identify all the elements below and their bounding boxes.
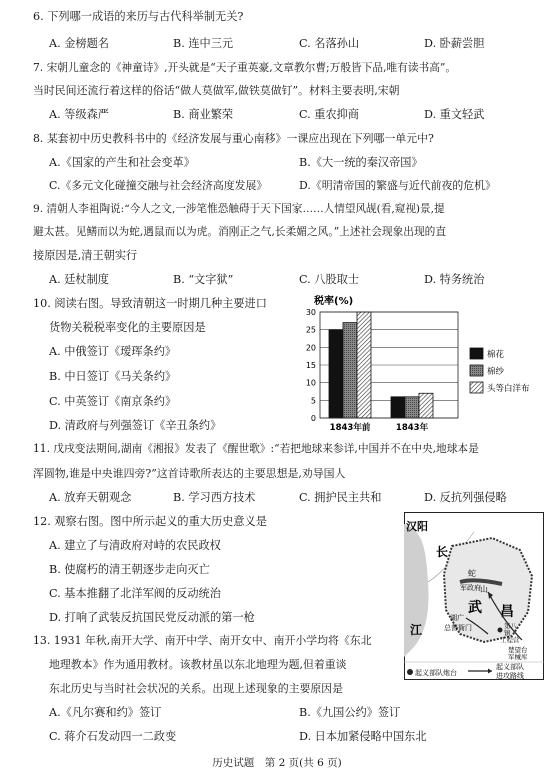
y-tick-label: 0	[310, 414, 316, 423]
map-label-zhen: 镇	[504, 629, 511, 637]
q13-option-c: C. 蒋介石发动四一二政变	[49, 730, 177, 743]
q9-option-b: B. “文字狱”	[173, 273, 234, 286]
q7-option-a: A. 等级森严	[49, 108, 109, 121]
q9-stem-line1: 9. 清朝人李祖陶说:“今人之文,一涉笔惟恐触碍于天下国家……人情望风觇(看,窥视)景,提	[33, 203, 445, 215]
y-tick-label: 5	[310, 396, 316, 406]
legend-label: 棉花	[487, 350, 505, 360]
q8-stem: 8. 某套初中历史教科书中的《经济发展与重心南移》一课应出现在下列哪一单元中?	[33, 132, 434, 145]
bar-棉花-1843年	[391, 397, 405, 418]
q6-option-a: A. 金榜题名	[49, 37, 109, 50]
wuchang-uprising-map	[404, 512, 544, 680]
map-label-wu: 武	[468, 600, 482, 616]
map-legend-route2: 进攻路线	[496, 672, 524, 680]
x-category-label: 1843年	[395, 423, 429, 433]
q9-stem-line2: 避太甚。见鳝而以为蛇,遇鼠而以为虎。消刚正之气,长柔媚之风。”上述社会现象出现的直	[33, 225, 447, 238]
q8-option-b: B.《大一统的秦汉帝国》	[299, 156, 423, 169]
q10-stem-line2: 货物关税税率变化的主要原因是	[49, 321, 206, 334]
map-label-huguang: 湖广	[450, 614, 464, 622]
q9-option-a: A. 廷杖制度	[49, 273, 109, 286]
legend-label: 头等白洋布	[487, 384, 530, 394]
map-label-diba: 第八	[504, 622, 517, 630]
y-tick-label: 30	[305, 308, 316, 317]
q7-option-d: D. 重文轻武	[424, 108, 485, 121]
map-label-chuwangtai: 楚望台	[508, 646, 528, 654]
q12-option-c: C. 基本推翻了北洋军阀的反动统治	[49, 587, 221, 600]
q6-option-c: C. 名落孙山	[299, 37, 360, 50]
x-category-label: 1843年前	[329, 423, 371, 433]
q6-option-d: D. 卧薪尝胆	[424, 37, 485, 50]
q9-stem-line3: 接原因是,清王朝实行	[33, 249, 138, 262]
q12-option-b: B. 使腐朽的清王朝逐步走向灭亡	[49, 563, 210, 576]
map-label-gongchengying: 工程营	[500, 636, 520, 644]
q12-option-a: A. 建立了与清政府对峙的农民政权	[49, 539, 221, 552]
q8-option-a: A.《国家的产生和社会变革》	[49, 156, 195, 169]
q13-stem-line3: 东北历史与当时社会状况的关系。出现上述现象的主要原因是	[49, 682, 344, 695]
bar-棉花-1843年前	[329, 330, 343, 418]
q11-option-b: B. 学习西方技术	[173, 491, 256, 504]
bar-棉纱-1843年前	[343, 323, 357, 418]
q12-stem: 12. 观察右图。图中所示起义的重大历史意义是	[33, 515, 267, 528]
q10-option-a: A. 中俄签订《瑷珲条约》	[49, 345, 177, 358]
tariff-bar-chart	[300, 292, 554, 450]
q7-stem-line1: 7. 宋朝儿童念的《神童诗》,开头就是“天子重英豪,文章教尔曹;万般皆下品,唯有读书高”。	[33, 61, 457, 74]
q13-option-b: B.《九国公约》签订	[299, 706, 401, 719]
q11-option-a: A. 放弃天朝观念	[49, 491, 132, 504]
y-tick-label: 25	[305, 325, 316, 335]
map-legend-pao: 起义部队炮台	[415, 669, 457, 677]
q12-option-d: D. 打响了武装反抗国民党反动派的第一枪	[49, 611, 255, 624]
q11-option-c: C. 拥护民主共和	[299, 491, 382, 504]
page-footer: 历史试题 第 2 页(共 6 页)	[212, 757, 342, 769]
q10-option-d: D. 清政府与列强签订《辛丑条约》	[49, 419, 222, 432]
q7-option-b: B. 商业繁荣	[173, 108, 234, 121]
map-label-chang2: 昌	[500, 604, 514, 620]
map-label-zongdushu: 总督衙门	[444, 624, 472, 632]
legend-swatch	[470, 365, 483, 376]
map-label-hanyang: 汉阳	[406, 520, 428, 533]
q10-stem-line1: 10. 阅读右图。导致清朝这一时期几种主要进口	[33, 297, 267, 310]
y-tick-label: 15	[305, 361, 316, 370]
y-tick-label: 20	[305, 343, 316, 353]
q8-option-d: D.《明清帝国的繁盛与近代前夜的危机》	[299, 179, 496, 192]
q11-option-d: D. 反抗列强侵略	[424, 491, 507, 504]
q6-option-b: B. 连中三元	[173, 37, 234, 50]
map-label-shan: 山	[480, 585, 488, 594]
legend-swatch	[470, 382, 483, 393]
map-label-junzhengfu: 军政府	[460, 584, 481, 592]
q13-stem-line1: 13. 1931 年秋,南开大学、南开中学、南开女中、南开小学均将《东北	[33, 634, 372, 647]
chart-title: 税率(%)	[314, 296, 354, 307]
q11-stem-line2: 浑圆物,谁是中央谁四旁?”这首诗歌所表达的主要思想是,劝导国人	[33, 467, 346, 480]
q10-option-b: B. 中日签订《马关条约》	[49, 370, 177, 383]
q7-option-c: C. 重农抑商	[299, 108, 360, 121]
cannon-icon	[407, 669, 413, 675]
q7-stem-line2: 当时民间还流行着这样的俗话“做人莫做军,做铁莫做钉”。材料主要表明,宋朝	[33, 84, 400, 97]
map-label-chang: 长	[436, 545, 449, 559]
q9-option-c: C. 八股取士	[299, 273, 360, 286]
q9-option-d: D. 特务统治	[424, 273, 485, 286]
bar-头等白洋布-1843年	[419, 393, 433, 418]
legend-swatch	[470, 348, 483, 359]
bar-头等白洋布-1843年前	[357, 312, 371, 418]
q8-option-c: C.《多元文化碰撞交融与社会经济高度发展》	[49, 179, 268, 192]
y-tick-label: 10	[305, 378, 316, 388]
q13-stem-line2: 地理教本》作为通用教材。该教材虽以东北地理为题,但着重谈	[49, 658, 347, 671]
map-label-junxieku: 军械库	[508, 653, 528, 661]
map-label-she: 蛇	[468, 569, 476, 578]
q11-stem-line1: 11. 戊戌变法期间,湖南《湘报》发表了《醒世歌》:“若把地球来参详,中国并不在中央,地球本是	[33, 442, 479, 455]
q13-option-a: A.《凡尔赛和约》签订	[49, 706, 162, 719]
legend-label: 棉纱	[487, 367, 505, 377]
bar-棉纱-1843年	[405, 397, 419, 418]
q10-option-c: C. 中英签订《南京条约》	[49, 395, 177, 408]
q6-stem: 6. 下列哪一成语的来历与古代科举制无关?	[33, 10, 244, 23]
map-label-jiang: 江	[410, 623, 423, 637]
q13-option-d: D. 日本加紧侵略中国东北	[299, 730, 427, 743]
map-legend-route: 起义部队	[496, 663, 524, 671]
